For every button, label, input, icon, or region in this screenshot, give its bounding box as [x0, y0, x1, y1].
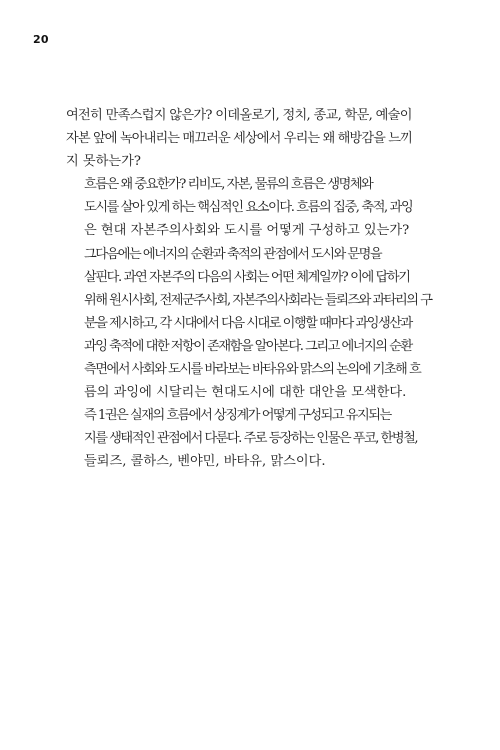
- text-line: 과잉 축적에 대한 저항이 존재함을 알아본다. 그리고 에너지의 순환: [84, 338, 412, 354]
- paragraph-3: [66, 243, 432, 405]
- text-line: 지를 생태적인 관점에서 다룬다. 주로 등장하는 인물은 푸코, 한병철,: [84, 431, 418, 447]
- text-line: 살핀다. 과연 자본주의 다음의 사회는 어떤 체계일까? 이에 답하기: [84, 269, 410, 285]
- text-line: 분을 제시하고, 각 시대에서 다음 시대로 이행할 때마다 과잉생산과: [84, 315, 412, 331]
- text-line: 름의 과잉에 시달리는 현대도시에 대한 대안을 모색한다.: [84, 385, 407, 401]
- page-number: 20: [33, 33, 49, 46]
- paragraph-1: [66, 104, 412, 173]
- text-line: 그다음에는 에너지의 순환과 축적의 관점에서 도시와 문명을: [84, 246, 382, 262]
- text-line: 즉 1권은 실재의 흐름에서 상징계가 어떻게 구성되고 유지되는: [84, 408, 391, 424]
- text-line: 여전히 만족스럽지 않은가? 이데올로기, 정치, 종교, 학문, 예술이: [66, 108, 412, 123]
- paragraph-4: [66, 404, 418, 473]
- text-line: 측면에서 사회와 도시를 바라보는 바타유와 맑스의 논의에 기초해 흐: [84, 362, 421, 378]
- text-line: 지 못하는가?: [66, 154, 141, 170]
- text-line: 위해 원시사회, 전제군주사회, 자본주의사회라는 들뢰즈와 과타리의 구: [84, 292, 432, 308]
- text-line: 자본 앞에 녹아내리는 매끄러운 세상에서 우리는 왜 해방감을 느끼: [66, 131, 412, 147]
- text-line: 은 현대 자본주의사회와 도시를 어떻게 구성하고 있는가?: [84, 223, 410, 239]
- text-line: 들뢰즈, 콜하스, 벤야민, 바타유, 맑스이다.: [84, 454, 326, 470]
- body-text: [66, 104, 432, 474]
- text-line: 흐름은 왜 중요한가? 리비도, 자본, 물류의 흐름은 생명체와: [84, 177, 373, 193]
- text-line: 도시를 살아 있게 하는 핵심적인 요소이다. 흐름의 집중, 축적, 과잉: [84, 200, 413, 216]
- paragraph-2: [66, 173, 412, 242]
